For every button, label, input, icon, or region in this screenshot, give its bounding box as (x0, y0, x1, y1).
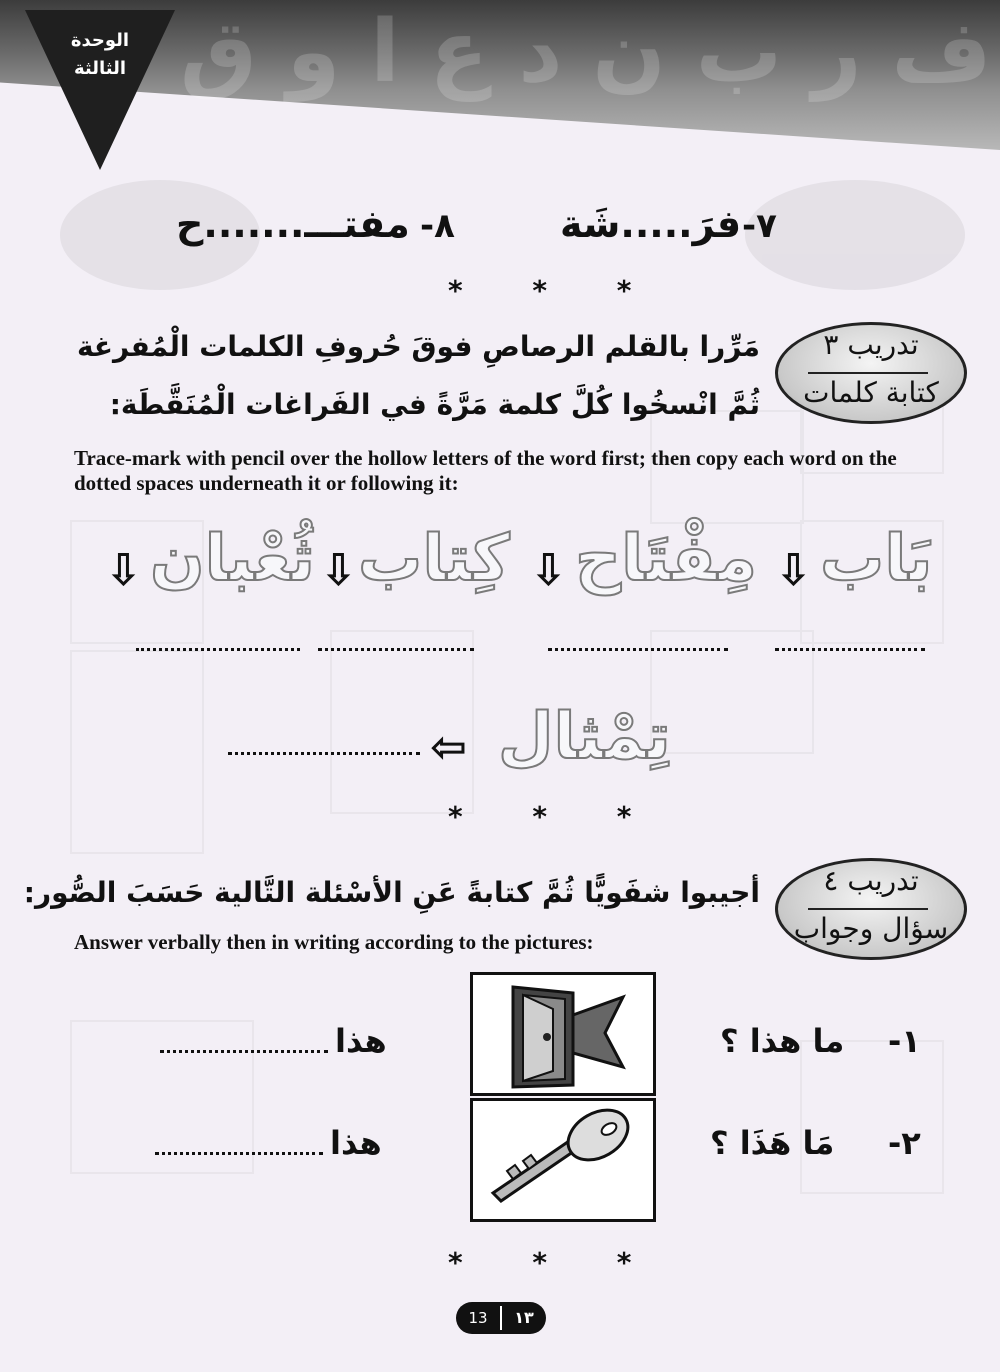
unit-label-line1: الوحدة (70, 30, 130, 51)
exercise-4-english-instruction: Answer verbally then in writing according to the pictures: (74, 930, 594, 954)
exercise-4-instruction: أجيبوا شفَويًّا ثُمَّ كتابةً عَنِ الأسْئلة التَّالية حَسَبَ الصُّور: (23, 876, 760, 909)
arrow-down-icon: ⇩ (105, 545, 142, 596)
question-1-number: ١- (888, 1022, 921, 1060)
arrow-down-icon: ⇩ (320, 545, 357, 596)
dotted-writing-line[interactable] (136, 648, 300, 651)
dotted-answer-line[interactable] (155, 1152, 323, 1155)
item-8-word: مفتـــ.......ح (176, 202, 410, 246)
arrow-down-icon: ⇩ (530, 545, 567, 596)
exercise-3-instruction-line1: مَرِّرا بالقلم الرصاصِ فوقَ حُروفِ الكلمات الْمُفرغة (76, 330, 760, 363)
answer-1-prefix: هذا (335, 1022, 387, 1060)
dotted-writing-line[interactable] (548, 648, 728, 651)
exercise-4-oval-divider (808, 908, 928, 910)
dotted-writing-line[interactable] (318, 648, 474, 651)
item-8-number: ٨- (420, 206, 455, 246)
door-icon (473, 975, 653, 1093)
item-7-word: فرَ.....شَة (560, 202, 742, 246)
hollow-word-4: ثُعْبان (150, 522, 315, 596)
page-number-ar: ١٣ (514, 1308, 534, 1327)
exercise-4-subtitle: سؤال وجواب (793, 912, 949, 945)
hollow-word-3: كِتاب (358, 522, 510, 596)
question-2-text: مَا هَذَا ؟ (710, 1124, 835, 1162)
section-separator: * * * (448, 274, 662, 307)
exercise-3-subtitle: كتابة كلمات (803, 376, 939, 409)
header-decorative-letters: ف ر ب ن د ع ا و ق (180, 2, 992, 102)
arrow-left-icon: ⇦ (430, 722, 467, 773)
exercise-4-title: تدريب ٤ (823, 864, 919, 897)
section-separator: * * * (448, 1246, 662, 1279)
question-1-text: ما هذا ؟ (720, 1022, 845, 1060)
page-number-badge (456, 1302, 546, 1334)
arrow-down-icon: ⇩ (775, 545, 812, 596)
unit-label-line2: الثالثة (73, 58, 127, 79)
question-2-number: ٢- (888, 1124, 921, 1162)
picture-door (470, 972, 656, 1096)
exercise-3-instruction-line2: ثُمَّ انْسخُوا كُلَّ كلمة مَرَّةً في الفَراغات الْمُنَقَّطَة: (109, 388, 760, 421)
item-7-number: ٧- (742, 206, 777, 246)
exercise-3-oval-divider (808, 372, 928, 374)
dotted-writing-line[interactable] (775, 648, 925, 651)
hollow-word-1: بَاب (820, 522, 933, 596)
page-number-en: 13 (468, 1309, 488, 1327)
dotted-answer-line[interactable] (160, 1050, 328, 1053)
exercise-3-title: تدريب ٣ (823, 328, 919, 361)
hollow-word-2: مِفْتَاح (575, 522, 757, 596)
hollow-word-5: تِمْثال (498, 700, 671, 774)
picture-key (470, 1098, 656, 1222)
exercise-3-english-instruction: Trace-mark with pencil over the hollow letters of the word first; then copy each word on the dotted spaces underneath it or following it: (74, 446, 897, 495)
answer-2-prefix: هذا (330, 1124, 382, 1162)
dotted-writing-line[interactable] (228, 752, 420, 755)
key-icon (473, 1101, 653, 1219)
section-separator: * * * (448, 800, 662, 833)
